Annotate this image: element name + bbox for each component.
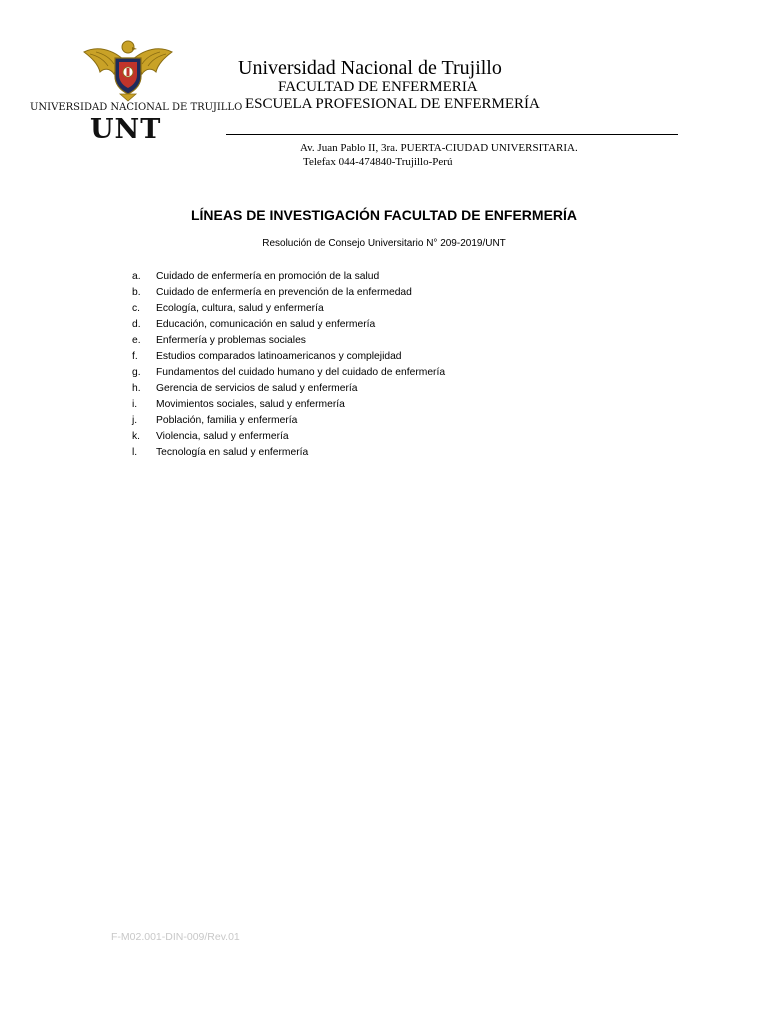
list-item-text: Estudios comparados latinoamericanos y complejidad [156, 351, 402, 362]
list-marker: h. [132, 383, 141, 394]
phone-line: Telefax 044-474840-Trujillo-Perú [303, 156, 453, 168]
university-logo [30, 38, 243, 150]
list-item [132, 446, 445, 462]
address-line: Av. Juan Pablo II, 3ra. PUERTA-CIUDAD UNIVERSITARIA. [300, 142, 578, 154]
list-marker: j. [132, 415, 138, 426]
list-marker: e. [132, 335, 141, 346]
list-marker: a. [132, 271, 141, 282]
list-item [132, 270, 445, 286]
list-marker: i. [132, 399, 138, 410]
document-subtitle: Resolución de Consejo Universitario N° 209-2019/UNT [262, 238, 506, 249]
university-title: Universidad Nacional de Trujillo [238, 57, 502, 79]
list-item [132, 382, 445, 398]
list-item [132, 414, 445, 430]
list-marker: d. [132, 319, 141, 330]
list-marker: f. [132, 351, 138, 362]
list-item [132, 302, 445, 318]
list-marker: k. [132, 431, 141, 442]
list-item [132, 318, 445, 334]
list-marker: c. [132, 303, 141, 314]
list-item-text: Cuidado de enfermería en prevención de la enfermedad [156, 287, 412, 298]
list-marker: b. [132, 287, 141, 298]
list-item-text: Gerencia de servicios de salud y enfermería [156, 383, 358, 394]
list-item-text: Tecnología en salud y enfermería [156, 447, 309, 458]
list-item [132, 398, 445, 414]
eagle-crest-icon [82, 38, 174, 102]
list-item [132, 350, 445, 366]
list-item [132, 366, 445, 382]
list-item-text: Movimientos sociales, salud y enfermería [156, 399, 345, 410]
document-title: LÍNEAS DE INVESTIGACIÓN FACULTAD DE ENFERMERÍA [190, 207, 578, 223]
list-item-text: Violencia, salud y enfermería [156, 431, 289, 442]
list-item-text: Educación, comunicación en salud y enfermería [156, 319, 376, 330]
logo-abbreviation: UNT [90, 114, 162, 145]
list-item [132, 334, 445, 350]
list-item-text: Cuidado de enfermería en promoción de la salud [156, 271, 380, 282]
logo-university-name: UNIVERSIDAD NACIONAL DE TRUJILLO [30, 102, 243, 113]
faculty-name: FACULTAD DE ENFERMERIA [278, 79, 478, 95]
list-item [132, 286, 445, 302]
form-code: F-M02.001-DIN-009/Rev.01 [111, 931, 240, 943]
list-marker: l. [132, 447, 138, 458]
list-item-text: Ecología, cultura, salud y enfermería [156, 303, 324, 314]
list-marker: g. [132, 367, 141, 378]
school-name: ESCUELA PROFESIONAL DE ENFERMERÍA [245, 96, 540, 112]
header-divider [226, 134, 678, 135]
list-item-text: Fundamentos del cuidado humano y del cuidado de enfermería [156, 367, 446, 378]
list-item-text: Enfermería y problemas sociales [156, 335, 306, 346]
research-lines-list [132, 270, 445, 462]
list-item-text: Población, familia y enfermería [156, 415, 298, 426]
list-item [132, 430, 445, 446]
